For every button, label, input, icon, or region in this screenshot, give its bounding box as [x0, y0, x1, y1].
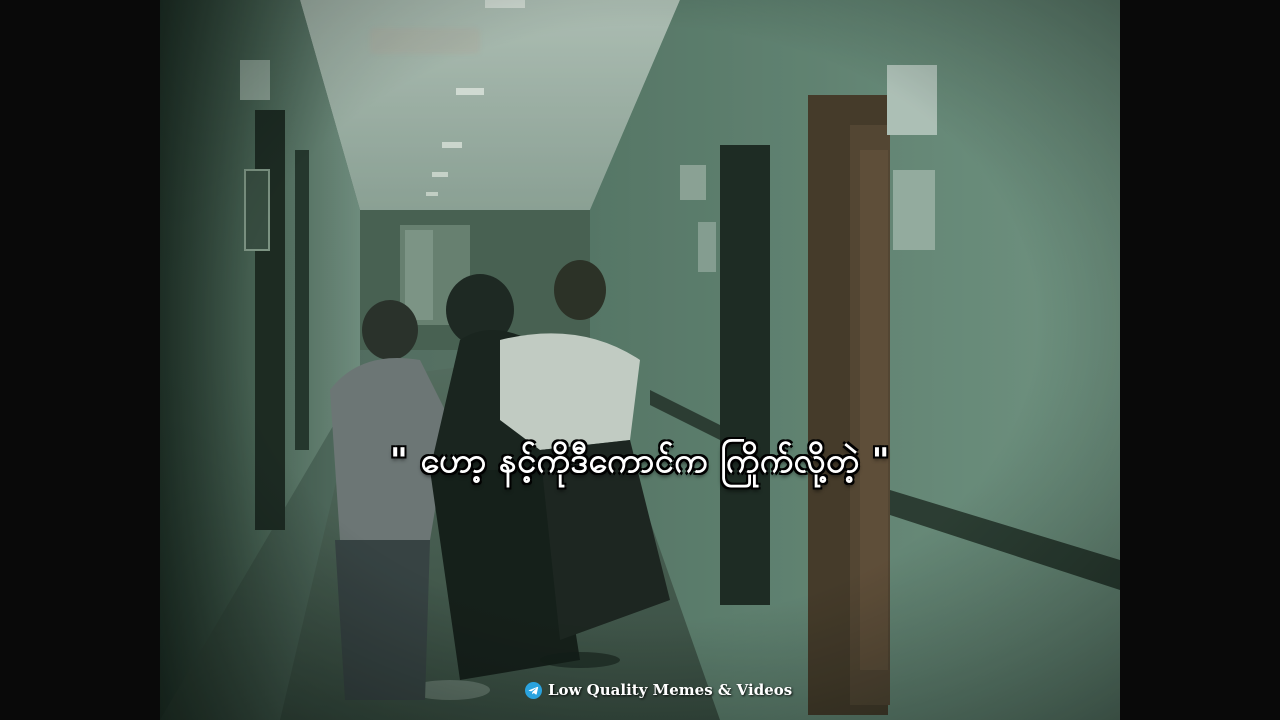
watermark	[525, 679, 792, 701]
blurred-logo	[370, 28, 480, 54]
hospital-corridor-scene	[160, 0, 1120, 720]
video-still	[160, 0, 1120, 720]
telegram-icon	[525, 682, 542, 699]
subtitle-caption: " ဟော့ နင့်ကိုဒီကောင်က ကြိုက်လို့တဲ့ "	[389, 441, 890, 481]
watermark-text: Low Quality Memes & Videos	[548, 681, 793, 699]
